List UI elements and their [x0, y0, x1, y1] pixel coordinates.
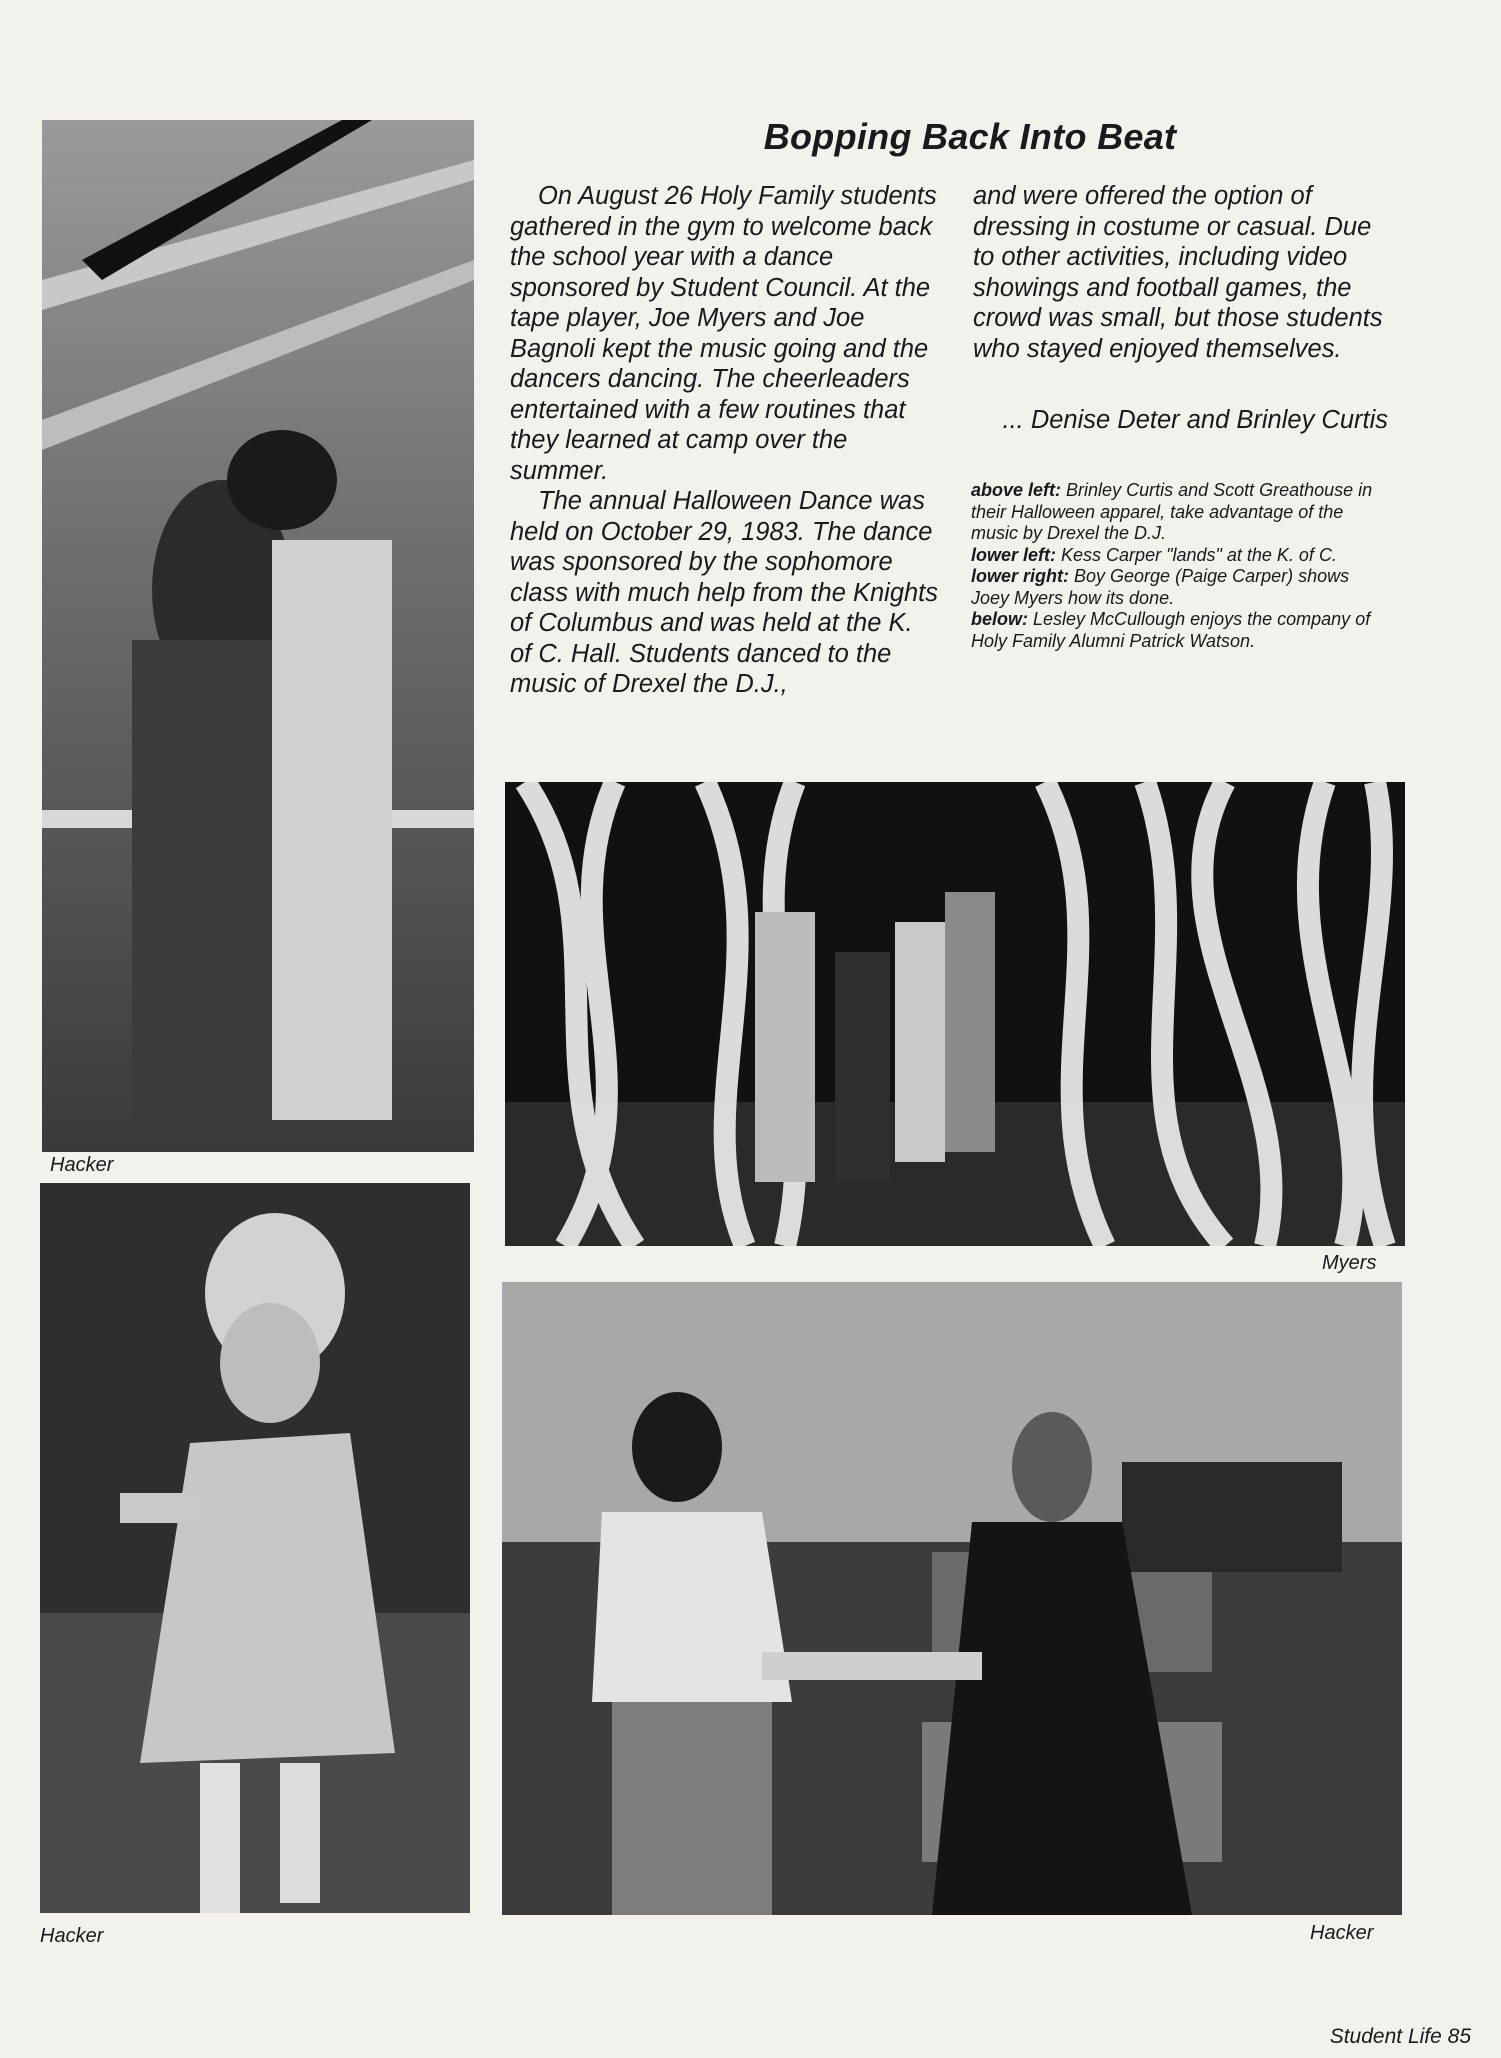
caption-label: below:: [971, 609, 1028, 629]
photo-dance-floor-streamers: [505, 782, 1405, 1246]
article-byline: ... Denise Deter and Brinley Curtis: [1002, 406, 1388, 434]
credit-top-left: Hacker: [50, 1154, 114, 1176]
article-paragraph-1: On August 26 Holy Family students gathered in the gym to welcome back the school year with a dance sponsored by Student Council. At the tape player, Joe Myers and Joe Bagnoli kept the music going and the dancers dancing. The cheerleaders entertained with a few routines that they learned at camp over the summer.: [510, 182, 937, 485]
caption-lower-left: [971, 545, 1389, 567]
photo-dance-floor-streamers-image: [505, 782, 1405, 1246]
credit-bottom-left: Hacker: [40, 1925, 104, 1947]
photo-girl-costume: [40, 1183, 470, 1913]
photo-girl-costume-image: [40, 1183, 470, 1913]
caption-label: lower right:: [971, 566, 1069, 586]
caption-lower-right: [971, 566, 1389, 609]
caption-label: above left:: [971, 480, 1062, 500]
credit-bottom-right: Hacker: [1310, 1922, 1374, 1944]
photo-captions: [971, 480, 1389, 652]
article-body-column-1: [510, 181, 940, 700]
photo-costumed-dancers-image: [42, 120, 474, 1152]
photo-couple-dancing-image: [502, 1282, 1402, 1915]
caption-label: lower left:: [971, 544, 1057, 565]
page-folio: Student Life 85: [1329, 2025, 1471, 2048]
photo-costumed-dancers: [42, 120, 474, 1152]
caption-text: Brinley Curtis and Scott Greathouse in their Halloween apparel, take advantage of the music by Drexel the D.J.: [971, 480, 1373, 543]
article-body-column-2: [973, 181, 1393, 364]
caption-above-left: [971, 480, 1389, 545]
caption-text: Lesley McCullough enjoys the company of Holy Family Alumni Patrick Watson.: [971, 609, 1371, 651]
article-paragraph-3: and were offered the option of dressing in costume or casual. Due to other activities, including video showings and football games, the crowd was small, but those students who stayed enjoyed themselves.: [973, 182, 1383, 363]
credit-middle-right: Myers: [1322, 1252, 1377, 1274]
caption-below: [971, 609, 1389, 652]
caption-text: Boy George (Paige Carper) shows Joey Myers how its done.: [971, 566, 1350, 608]
photo-couple-dancing: [502, 1282, 1402, 1915]
article-headline: Bopping Back Into Beat: [763, 116, 1177, 157]
caption-text: Kess Carper "lands" at the K. of C.: [1061, 544, 1337, 565]
article-paragraph-2: The annual Halloween Dance was held on October 29, 1983. The dance was sponsored by the sophomore class with much help from the Knights of Columbus and was held at the K. of C. Hall. Students danced to the music of Drexel the D.J.,: [510, 487, 939, 698]
